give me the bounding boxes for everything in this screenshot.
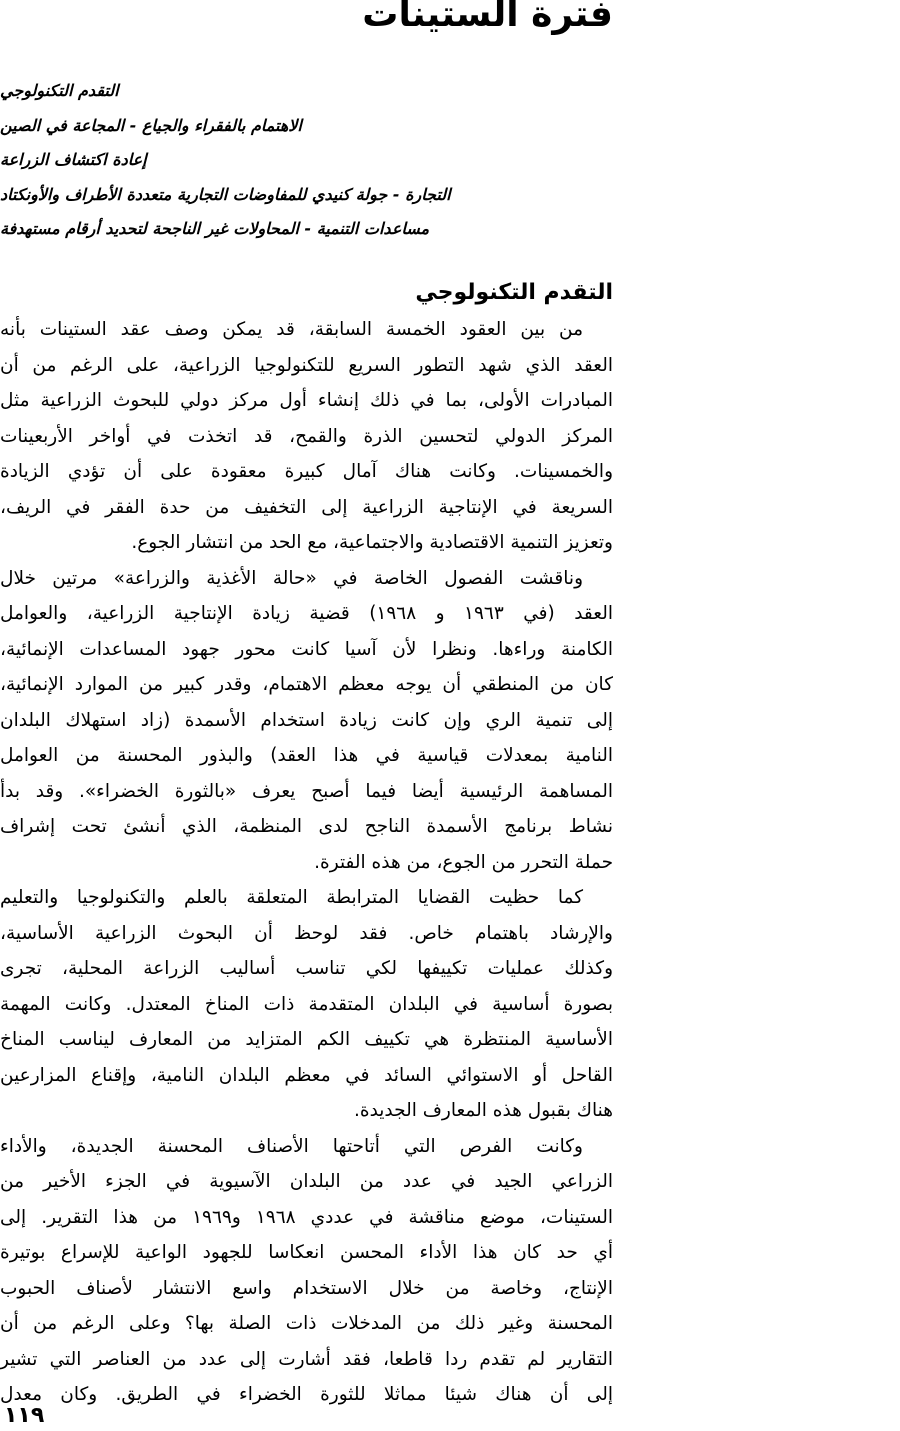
toc-item: الاهتمام بالفقراء والجياع - المجاعة في الصين [0,115,302,135]
toc-item: التجارة - جولة كنيدي للمفاوضات التجارية متعددة الأطراف والأونكتاد [0,184,451,204]
chapter-title: فترة الستينات [362,0,613,35]
text-line: العقد الذي شهد التطور السريع للتكنولوجيا الزراعية، على الرغم من أن [0,354,613,376]
text-line: بصورة أساسية في البلدان المتقدمة ذات المناخ المعتدل. وكانت المهمة [0,993,613,1015]
text-line: وناقشت الفصول الخاصة في «حالة الأغذية والزراعة» مرتين خلال [0,567,583,589]
text-line: العقد (في ١٩٦٣ و ١٩٦٨) قضية زيادة الإنتاجية الزراعية، والعوامل [0,603,613,624]
text-line: الكامنة وراءها. ونظرا لأن آسيا كانت محور جهود المساعدات الإنمائية، [0,638,613,660]
text-line: حملة التحرر من الجوع، من هذه الفترة. [314,851,613,873]
text-line: أي حد كان هذا الأداء المحسن انعكاسا للجهود الواعية للإسراع بوتيرة [0,1242,613,1263]
toc-item: التقدم التكنولوجي [0,81,119,100]
text-line: القاحل أو الاستوائي السائد في معظم البلدان النامية، وإقناع المزارعين [0,1064,613,1086]
text-line: النامية بمعدلات قياسية في هذا العقد) والبذور المحسنة من العوامل [0,745,613,766]
page-number: ١١٩ [4,1403,45,1428]
text-line: المساهمة الرئيسية أيضا فيما أصبح يعرف «بالثورة الخضراء». وقد بدأ [0,780,613,802]
toc-item: مساعدات التنمية - المحاولات غير الناجحة لتحديد أرقام مستهدفة [0,219,430,238]
text-line: الستينات، موضع مناقشة في عددي ١٩٦٨ و١٩٦٩ من هذا التقرير. إلى [0,1206,613,1228]
text-line: من بين العقود الخمسة السابقة، قد يمكن وصف عقد الستينات بأنه [0,319,583,340]
text-line: إلى تنمية الري وإن كانت زيادة استخدام الأسمدة (زاد استهلاك البلدان [0,709,613,731]
text-line: الزراعي الجيد في عدد من البلدان الآسيوية في الجزء الأخير من [0,1171,613,1192]
text-line: هناك بقبول هذه المعارف الجديدة. [354,1100,613,1121]
section-heading: التقدم التكنولوجي [415,280,613,305]
body-text [0,312,613,1413]
text-line: إلى أن هناك شيئا مماثلا للثورة الخضراء في الطريق. وكان معدل [0,1384,613,1405]
text-line: المركز الدولي لتحسين الذرة والقمح، قد اتخذت في أواخر الأربعينات [0,425,613,447]
text-line: نشاط برنامج الأسمدة الناجح لدى المنظمة، الذي أنشئ تحت إشراف [0,816,613,837]
text-line: كان من المنطقي أن يوجه معظم الاهتمام، وقدر كبير من الموارد الإنمائية، [0,674,613,695]
text-line: وكانت الفرص التي أتاحتها الأصناف المحسنة الجديدة، والأداء [0,1135,583,1157]
toc-item: إعادة اكتشاف الزراعة [0,150,147,169]
section-list [0,74,613,247]
text-line: السريعة في الإنتاجية الزراعية إلى التخفيف من حدة الفقر في الريف، [0,496,613,518]
text-line: والإرشاد باهتمام خاص. فقد لوحظ أن البحوث الزراعية الأساسية، [0,922,613,944]
text-line: وتعزيز التنمية الاقتصادية والاجتماعية، مع الحد من انتشار الجوع. [131,532,613,553]
text-line: كما حظيت القضايا المترابطة المتعلقة بالعلم والتكنولوجيا والتعليم [0,887,583,908]
text-line: وكذلك عمليات تكييفها لكي تناسب أساليب الزراعة المحلية، تجرى [0,958,613,979]
text-line: الأساسية المنتظرة هي تكييف الكم المتزايد من المعارف ليناسب المناخ [0,1029,613,1050]
text-line: المحسنة وغير ذلك من المدخلات ذات الصلة بها؟ وعلى الرغم من أن [0,1313,613,1334]
text-line: والخمسينات. وكانت هناك آمال كبيرة معقودة على أن تؤدي الزيادة [0,461,613,482]
text-line: التقارير لم تقدم ردا قاطعا، فقد أشارت إلى عدد من العناصر التي تشير [0,1348,613,1370]
text-line: الإنتاج، وخاصة من خلال الاستخدام واسع الانتشار لأصناف الحبوب [0,1277,613,1299]
text-line: المبادرات الأولى، بما في ذلك إنشاء أول مركز دولي للبحوث الزراعية مثل [0,390,613,411]
